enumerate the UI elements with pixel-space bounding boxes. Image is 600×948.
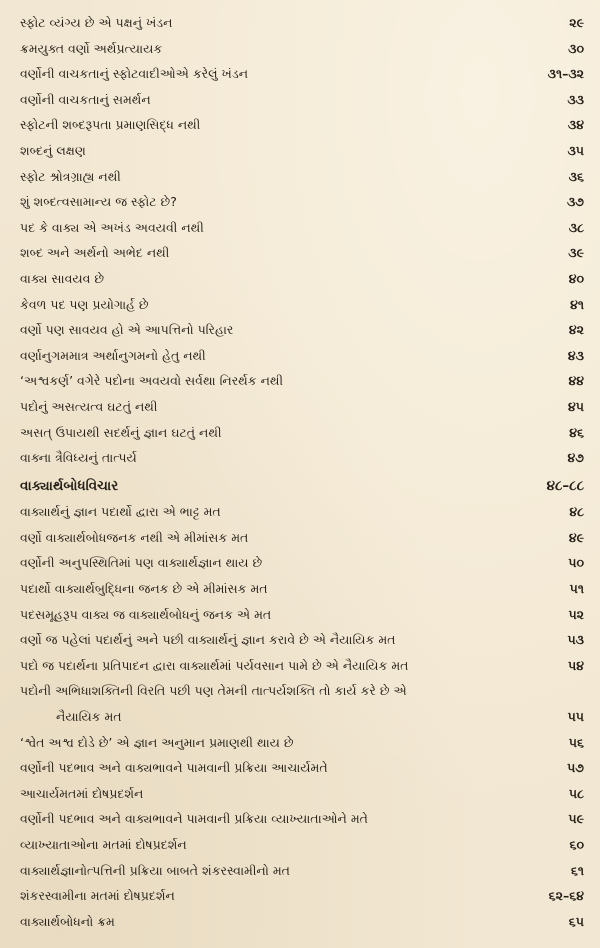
- entry-title: ‘અશ્વકર્ણ’ વગેરે પદોના અવયવો સર્વથા નિરર્થક નથી: [20, 373, 284, 389]
- page-number: ૫૦: [568, 555, 584, 571]
- page-number: ૫૨: [568, 606, 584, 622]
- toc-row: [0, 215, 600, 241]
- entry-title: પદાર્થો વાક્યાર્થબુદ્ધિના જનક છે એ મીમાંસક મત: [20, 581, 268, 597]
- entry-title: શું શબ્દત્વસામાન્ય જ સ્ફોટ છે?: [20, 194, 177, 210]
- page-number: ૫૬: [568, 734, 584, 750]
- page-number: ૪૨: [568, 322, 584, 338]
- toc-row: [0, 61, 600, 87]
- entry-title: પદોની અભિધાશક્તિની વિરતિ પછી પણ તેમની તાત્પર્યશક્તિ તો કાર્ય કરે છે એ: [20, 683, 407, 699]
- page-number: ૩૧–૩૨: [547, 66, 584, 82]
- page-number: ૪૮–૮૮: [546, 477, 584, 494]
- entry-title: વર્ણોની અનુપસ્થિતિમાં પણ વાક્યાર્થજ્ઞાન થાય છે: [20, 555, 263, 571]
- entry-title: પદ કે વાક્ય એ અખંડ અવયવી નથી: [20, 219, 204, 235]
- page-number: ૩૩: [567, 91, 584, 107]
- page-number: ૪૯: [568, 529, 584, 545]
- toc-row: [0, 112, 600, 138]
- page-number: ૬૧: [570, 862, 584, 878]
- page-number: ૫૭: [567, 760, 584, 776]
- page-number: ૪૦: [568, 270, 584, 286]
- page-number: ૬૦: [569, 837, 584, 852]
- entry-title: નૈયાયિક મત: [56, 709, 122, 725]
- entry-title: વાક્યાર્થજ્ઞાનોત્પત્તિની પ્રક્રિયા બાબતે શંકરસ્વામીનો મત: [20, 862, 290, 878]
- toc-row: [0, 806, 600, 832]
- toc-row: [0, 909, 600, 935]
- toc-row: [0, 87, 600, 113]
- toc-row: [0, 755, 600, 781]
- page-number: ૩૮: [568, 219, 584, 235]
- toc-row: [0, 343, 600, 369]
- page-number: ૫૪: [568, 657, 584, 673]
- entry-title: સ્ફોટની શબ્દરૂપતા પ્રમાણસિદ્ધ નથી: [20, 117, 201, 133]
- toc-row: [0, 883, 600, 909]
- entry-title: પદો જ પદાર્થના પ્રતિપાદન દ્વારા વાક્યાર્થમાં પર્યવસાન પામે છે એ નૈયાયિક મત: [20, 657, 409, 673]
- toc-row: [0, 525, 600, 551]
- entry-title: આચાર્યમતમાં દોષપ્રદર્શન: [20, 785, 144, 801]
- entry-title: ‘શ્વેત અશ્વ દોડે છે’ એ જ્ઞાન અનુમાન પ્રમાણથી થાય છે: [20, 734, 294, 750]
- page-number: ૩૦: [568, 40, 584, 56]
- entry-title: વર્ણોની પદભાવ અને વાક્યભાવને પામવાની પ્રક્રિયા વ્યાખ્યાતાઓને મતે: [20, 811, 368, 827]
- page-number: ૫૯: [568, 811, 584, 827]
- toc-row: [0, 730, 600, 756]
- page-number: ૪૧: [570, 296, 584, 312]
- page-number: ૩૬: [568, 168, 584, 184]
- entry-title: શબ્દ અને અર્થનો અભેદ નથી: [20, 245, 170, 261]
- entry-title: સ્ફોટ શ્રોત્રગ્રાહ્ય નથી: [20, 168, 121, 184]
- entry-title: પદોનું અસત્યત્વ ઘટતું નથી: [20, 398, 158, 414]
- toc-row: [0, 394, 600, 420]
- toc-row: [0, 704, 600, 730]
- toc-row: [0, 445, 600, 471]
- entry-title: પદસમૂહરૂપ વાક્ય જ વાક્યાર્થબોધનું જનક એ મત: [20, 606, 272, 622]
- page-number: ૫૧: [569, 581, 584, 597]
- page-number: ૪૩: [567, 347, 584, 363]
- toc-section-row: [0, 474, 600, 500]
- page-number: ૫૫: [567, 709, 584, 725]
- toc-row: [0, 678, 600, 704]
- page-number: ૪૫: [568, 398, 584, 414]
- entry-title: વ્યાખ્યાતાઓના મતમાં દોષપ્રદર્શન: [20, 837, 187, 852]
- entry-title: કેવળ પદ પણ પ્રયોગાર્હ છે: [20, 296, 149, 312]
- toc-row: [0, 266, 600, 292]
- page-number: ૫૮: [568, 785, 584, 801]
- entry-title: શંકરસ્વામીના મતમાં દોષપ્રદર્શન: [20, 888, 175, 904]
- toc-row: [0, 10, 600, 36]
- page-number: ૪૭: [567, 450, 584, 466]
- page-number: ૩૪: [567, 117, 584, 133]
- entry-title: અસત્ ઉપાયથી સદર્થનું જ્ઞાન ઘટતું નથી: [20, 424, 222, 440]
- entry-title: વર્ણોની વાચકતાનું સમર્થન: [20, 91, 151, 107]
- toc-row: [0, 189, 600, 215]
- toc-row: [0, 36, 600, 62]
- entry-title: વાક્ય સાવયવ છે: [20, 270, 105, 286]
- page-number: ૪૮: [569, 504, 584, 520]
- toc-row: [0, 576, 600, 602]
- page-number: ૩૭: [566, 194, 584, 210]
- toc-row: [0, 368, 600, 394]
- toc-row: [0, 138, 600, 164]
- toc-row: [0, 550, 600, 576]
- entry-title: વર્ણોની પદભાવ અને વાક્યભાવને પામવાની પ્રક્રિયા આચાર્યમતે: [20, 760, 328, 776]
- toc-row: [0, 858, 600, 884]
- entry-title: વર્ણાનુગમમાત્ર અર્થાનુગમનો હેતુ નથી: [20, 347, 206, 363]
- toc-row: [0, 781, 600, 807]
- toc-row: [0, 653, 600, 679]
- table-of-contents: [0, 10, 600, 934]
- page-number: ૨૯: [569, 15, 584, 30]
- page-number: ૪૪: [568, 373, 584, 389]
- entry-title: વર્ણો જ પહેલાં પદાર્થનું અને પછી વાક્યાર્થનું જ્ઞાન કરાવે છે એ નૈયાયિક મત: [20, 632, 396, 648]
- toc-row: [0, 164, 600, 190]
- page-number: ૩૫: [567, 142, 584, 158]
- page-number: ૫૩: [567, 632, 584, 648]
- entry-title: વાક્ના ત્રૈવિધ્યનું તાત્પર્ય: [20, 450, 137, 466]
- toc-row: [0, 317, 600, 343]
- toc-row: [0, 499, 600, 525]
- entry-title: ક્રમયુક્ત વર્ણો અર્થપ્રત્યાયક: [20, 40, 163, 56]
- toc-row: [0, 292, 600, 318]
- entry-title: વાક્યાર્થનું જ્ઞાન પદાર્થો દ્વારા એ ભાટ્ટ મત: [20, 504, 221, 520]
- page-number: ૬૨–૬૪: [548, 888, 584, 904]
- toc-row: [0, 420, 600, 446]
- entry-title: વર્ણોની વાચકતાનું સ્ફોટવાદીઓએ કરેલું ખંડન: [20, 66, 249, 82]
- toc-row: [0, 602, 600, 628]
- entry-title: સ્ફોટ વ્યંગ્ય છે એ પક્ષનું ખંડન: [20, 15, 173, 30]
- page-number: ૬૫: [568, 913, 584, 929]
- toc-row: [0, 832, 600, 858]
- entry-title: વર્ણો વાક્યાર્થબોધજનક નથી એ મીમાંસક મત: [20, 529, 249, 545]
- toc-row: [0, 627, 600, 653]
- entry-title: શબ્દનું લક્ષણ: [20, 142, 86, 158]
- section-title: વાક્યાર્થબોધવિચાર: [20, 477, 119, 494]
- toc-row: [0, 240, 600, 266]
- page-number: ૩૯: [568, 245, 584, 261]
- page-number: ૪૬: [569, 424, 584, 440]
- entry-title: વાક્યાર્થબોધનો ક્રમ: [20, 913, 115, 929]
- entry-title: વર્ણો પણ સાવયવ હો એ આપત્તિનો પરિહાર: [20, 322, 234, 338]
